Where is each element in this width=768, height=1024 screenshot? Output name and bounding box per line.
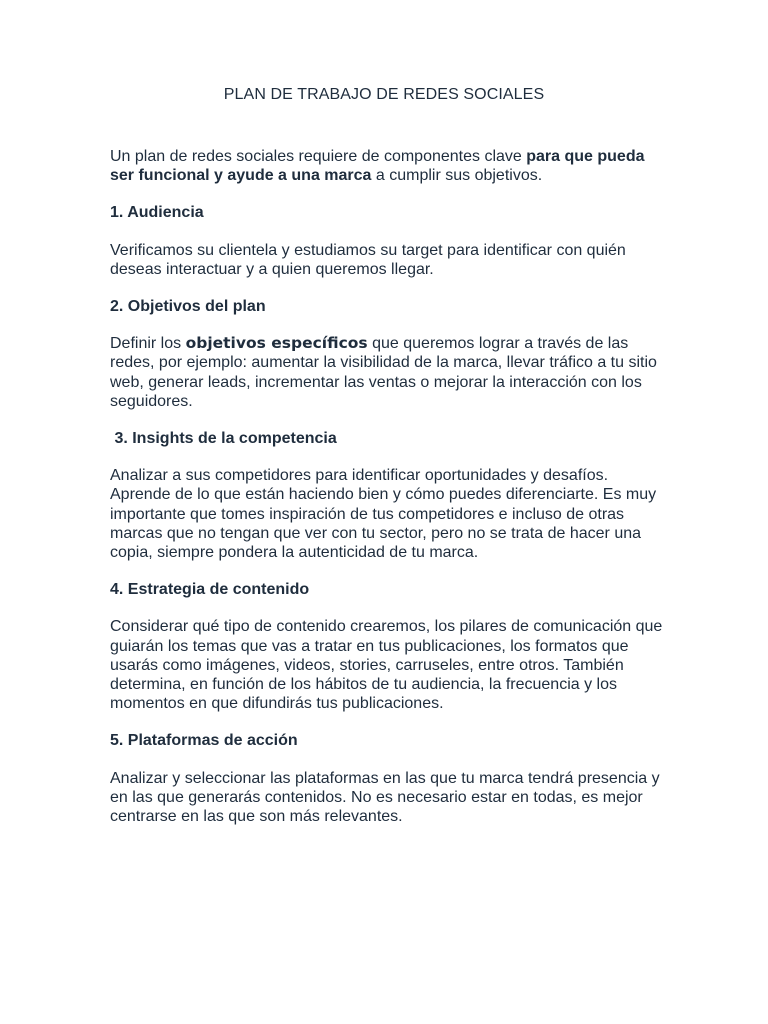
section-heading-insights: 3. Insights de la competencia [110,430,337,448]
section-body-insights: Analizar a sus competidores para identificar oportunidades y desafíos. Aprende de lo que están haciendo bien y cómo puedes diferenciarte. Es muy importante que tomes inspiración de tus competidores e incluso de otras marcas que no tengan que ver con tu sector, pero no se trata de hacer una copia, siempre pondera la autenticidad de tu marca. [110,467,657,562]
section-heading-objetivos: 2. Objetivos del plan [110,298,266,316]
intro-paragraph [110,147,670,185]
section-body-estrategia: Considerar qué tipo de contenido crearemos, los pilares de comunicación que guiarán los temas que vas a tratar en tus publicaciones, los formatos que usarás como imágenes, videos, stories, carruseles, entre otros. También determina, en función de los hábitos de tu audiencia, la frecuencia y los momentos en que difundirás tus publicaciones. [110,618,663,713]
document-title: PLAN DE TRABAJO DE REDES SOCIALES [223,86,545,103]
intro-text-start: Un plan de redes sociales requiere de componentes clave [110,148,527,165]
intro-text-end: a cumplir sus objetivos. [371,167,543,185]
document-body [110,147,670,844]
intro-bold-text: para que pueda ser funcional y ayude a una marca [110,148,645,185]
section-body-objetivos [110,334,670,411]
section-body-plataformas: Analizar y seleccionar las plataformas en las que tu marca tendrá presencia y en las que generarás contenidos. No es necesario estar en todas, es mejor centrarse en las que son más relevantes. [110,769,660,826]
objetivos-bold-text: objetivos específicos [185,334,368,353]
objetivos-text-end: que queremos lograr a través de las redes, por ejemplo: aumentar la visibilidad de la marca, llevar tráfico a tu sitio web, generar leads, incrementar las ventas o mejorar la interacción con los seguidores. [110,335,657,410]
section-body-audiencia: Verificamos su clientela y estudiamos su target para identificar con quién deseas interactuar y a quien queremos llegar. [110,241,626,278]
section-heading-audiencia: 1. Audiencia [110,204,204,222]
objetivos-text-start: Definir los [110,335,186,353]
section-heading-plataformas: 5. Plataformas de acción [110,732,298,750]
section-heading-estrategia: 4. Estrategia de contenido [110,581,310,599]
